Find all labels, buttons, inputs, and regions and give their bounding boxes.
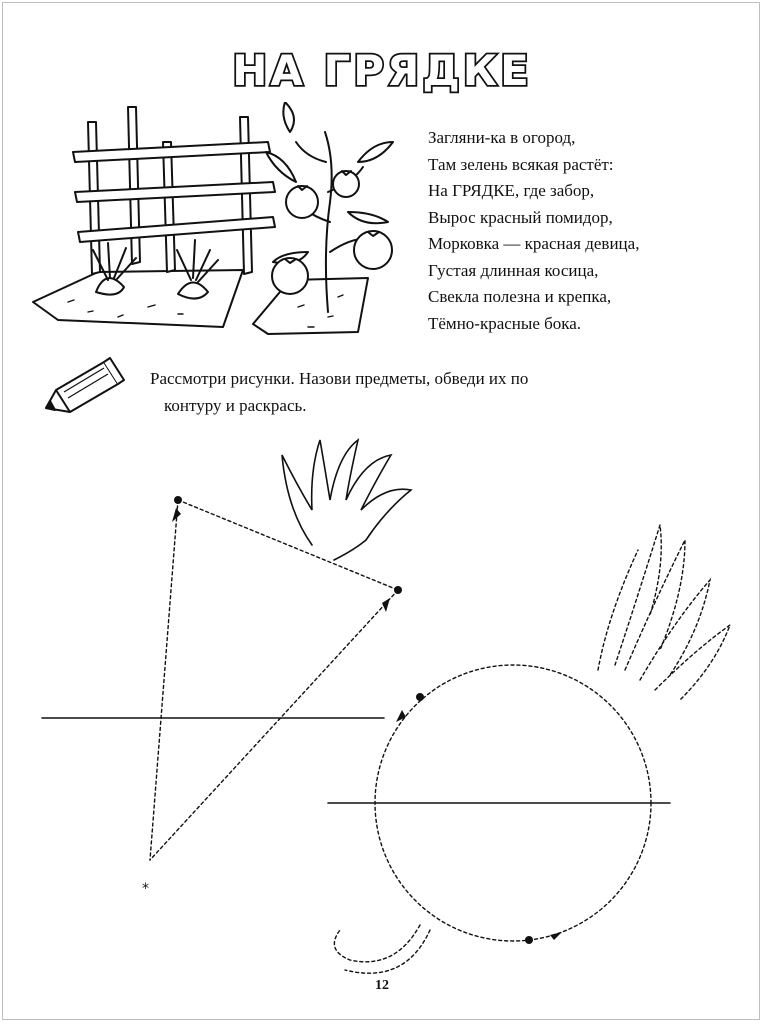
poem-line: Там зелень всякая растёт: <box>428 154 614 174</box>
poem <box>428 125 748 337</box>
poem-line: Загляни-ка в огород, <box>428 128 576 147</box>
poem-line: Густая длинная косица, <box>428 260 599 280</box>
title-text: НА ГРЯДКЕ <box>232 46 532 95</box>
poem-line: Вырос красный помидор, <box>428 207 613 227</box>
instruction-line: контуру и раскрась. <box>164 396 307 415</box>
poem-line: На ГРЯДКЕ, где забор, <box>428 181 595 200</box>
page-number: 12 <box>375 978 389 993</box>
instruction <box>150 365 720 419</box>
poem-line: Тёмно-красные бока. <box>428 313 582 333</box>
instruction-line: Рассмотри рисунки. Назови предметы, обведи их по <box>150 369 529 388</box>
poem-line: Морковка — красная девица, <box>428 234 640 253</box>
pencil-icon <box>38 350 128 420</box>
garden-illustration <box>28 102 418 342</box>
page-title <box>0 30 764 110</box>
poem-line: Свекла полезна и крепка, <box>428 287 612 306</box>
star-icon: * <box>142 881 149 897</box>
